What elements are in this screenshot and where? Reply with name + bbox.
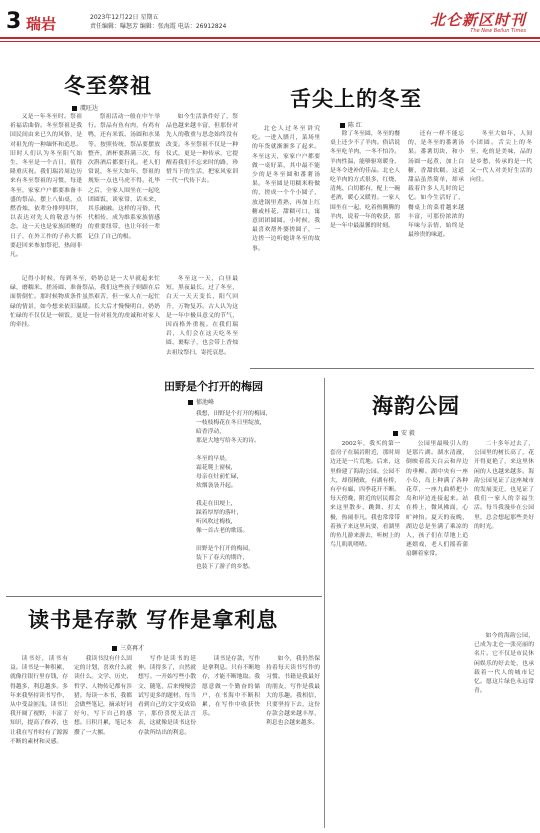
author: 虞旺达	[80, 105, 99, 112]
article-title-winter-solstice-taste: 舌尖上的冬至	[290, 87, 422, 111]
byline-marker-icon	[393, 431, 398, 436]
article-title-sea-park: 海韵公园	[372, 394, 460, 418]
page-number: 3	[6, 9, 22, 34]
article-column: 还有一样不能忘的，是冬至的番薯汤果。番薯切块，和小汤圆一起煮，加上白糖，香甜软糯。这道甜品虽然简单，却承载着许多人儿时的记忆。如今生活好了，餐桌上的菜肴越来越丰富，可那份浓浓的年味与亲情，始终是最珍贵的味道。	[408, 131, 464, 239]
column-divider	[324, 378, 325, 828]
author: 安 毅	[401, 430, 415, 437]
article-column: 除了冬至圆，冬至的餐桌上还少不了羊肉。俗话说冬至吃羊肉，一冬不怕冷。羊肉性温，能够驱寒暖身，是冬令进补的佳品。北仑人吃羊肉的方式很多，红烧、清炖、白切都有，配上一碗老酒，暖心又暖胃。一家人围坐在一起，吃着热腾腾的羊肉，说着一年的收获，那是一年中最温馨的时刻。	[330, 131, 400, 230]
poem-line: 听风吹过梅枝，	[196, 519, 237, 525]
byline-sea-park	[393, 428, 415, 437]
poem-line: 一枝枝梅花在冬日里绽放，	[196, 420, 266, 426]
poem-line: 炊烟袅袅升起。	[196, 483, 237, 489]
byline-marker-icon	[340, 123, 345, 128]
poem-line: 那是大地写给冬天的诗。	[196, 438, 260, 444]
section-divider	[250, 368, 534, 369]
editor-line: 责任编辑：曝怒芳 编辑：张海霞 电话：26912824	[90, 23, 227, 30]
article-title-reading-saving: 读书是存款 写作是拿利息	[28, 608, 279, 632]
author: 三莫再才	[120, 645, 145, 652]
poem-line: 踩着厚厚的落叶，	[196, 510, 243, 516]
poem-line: 像一首古老的歌谣。	[196, 528, 249, 534]
poem-line: 装下了春天的期许，	[196, 555, 249, 561]
poem-line: 霜花爬上窗棂，	[196, 465, 237, 471]
poem-line: 田野是个打开的梅园，	[196, 546, 254, 552]
poem-line: 冬至的早晨，	[196, 456, 231, 462]
author: 陈 红	[348, 122, 362, 129]
newspaper-english-name: The New Beilun Times	[470, 28, 526, 34]
poem-title: 田野是个打开的梅园	[164, 380, 263, 393]
article-column: 如今生活条件好了，祭品也越来越丰富，但那份对先人的敬重与思念始终没有改变。冬至祭祖不仅是一种仪式，更是一种传承，它提醒着我们不忘来时的路，珍惜当下的生活，把家风家训一代一代传下去。	[166, 114, 238, 185]
article-column: 2002年，我买的第一套房子在瑞岩附近，那时周边还是一片荒地。后来，这里修建了海韵公园。公园不大，却很精致，有湖有桥，有亭有廊，四季花开不断。每天傍晚，附近的居民都会来这里散步、跳舞、打太极，热闹非凡。我也常常带着孩子来这里玩耍，看湖里的鱼儿游来游去，听树上的鸟儿叽叽喳喳。	[330, 441, 400, 549]
article-column: 读书好，读书有益。读书是一种积累，就像往银行里存钱，存得越多，利息越多。多年来我坚持读书写作，从中受益匪浅。读书让我开阔了视野，丰富了知识，提高了修养，也让我在写作时有了源源不断的素材和灵感。	[10, 656, 68, 745]
poem-lines	[196, 410, 324, 572]
article-column: 公园里最吸引人的是那片湖。湖水清澈，倒映着蓝天白云和岸边的垂柳。湖中央有一座小岛，岛上种满了各种花草，一座九曲桥把小岛和岸边连接起来。站在桥上，微风拂面，心旷神怡。夏天的夜晚，湖边总是坐满了乘凉的人，孩子们在草地上追逐嬉戏，老人们摇着蒲扇聊着家常。	[406, 441, 468, 558]
section-divider	[6, 596, 322, 597]
masthead-rule	[0, 37, 540, 39]
poem-line: 也装下了游子的乡愁。	[196, 564, 254, 570]
byline-reading	[112, 643, 144, 652]
masthead-rule-thin	[0, 41, 540, 42]
author: 郁池峰	[196, 399, 215, 406]
poem-line: 母亲在灶前忙碌，	[196, 474, 243, 480]
article-column: 二十多年过去了，公园里的树长高了，花开得更艳了，来这里休闲的人也越来越多。海韵公园见证了这座城市的发展变迁，也见证了我们一家人的幸福生活。每当我漫步在公园里，总会想起那些美好的时光。	[474, 441, 534, 530]
issue-date: 2023年12月22日 星期五	[90, 14, 159, 21]
newspaper-logo: 北仑新区时刊	[429, 11, 526, 29]
poem-line: 暗香浮动，	[196, 429, 225, 435]
article-title-winter-solstice-ancestors: 冬至祭祖	[64, 74, 152, 98]
byline-poem	[188, 397, 214, 406]
poem-line	[196, 446, 324, 455]
article-column: 记得小时候，每到冬至，奶奶总是一大早就起来忙碌，磨糯米、搓汤圆、准备祭品，我们这些孩子则跟在后面帮倒忙。那时候物质条件虽然艰苦，但一家人在一起忙碌的情景，如今想来依旧温暖。长大后才慢慢明白，奶奶忙碌的不仅仅是一顿饭，更是一份对祖先的虔诚和对家人的牵挂。	[10, 276, 160, 329]
byline-taste	[340, 120, 362, 129]
poem-line	[196, 536, 324, 545]
poem-line	[196, 491, 324, 500]
article-column: 冬至这一天，白昼最短，黑夜最长。过了冬至，白天一天天变长，阳气回升，万物复苏。古人认为这是一年中极具意义的节气，因而格外重视。在我们瑞岩，人们会在这天吃冬至圆、裹粽子，也会带上香烛去祖坟祭扫，寄托哀思。	[166, 276, 238, 356]
poem-line: 我想，田野是个打开的梅园，	[196, 411, 272, 417]
byline-marker-icon	[188, 400, 193, 405]
article-column: 写作是读书的延伸。读得多了，自然就想写。一开始写些小散文、随笔，后来慢慢尝试写更多的题材。每当看到自己的文字变成铅字，那份喜悦无法言表，这就像是读书这份存款所结出的利息。	[138, 656, 196, 736]
byline-marker-icon	[112, 646, 117, 651]
section-name: 瑞岩	[26, 15, 57, 33]
byline-ancestors	[72, 103, 98, 112]
poem-line: 我走在田埂上，	[196, 501, 237, 507]
article-column: 北仑人过冬至讲究吃。一进入腊月，菜场里的年货就渐渐多了起来。冬至这天，家家户户都要做一桌好菜，其中最不能少的是冬至圆和番薯汤果。冬至圆是用糯米粉做的，搓成一个个小圆子，放进锅里煮熟，再加上红糖或桂花，甜糯可口，寓意团团圆圆。小时候，我最喜欢帮外婆搓圆子，一边搓一边听她讲冬至的故事。	[252, 126, 320, 252]
byline-marker-icon	[72, 106, 77, 111]
article-column: 祭祖活动一般在中午举行。祭品有鱼有肉，有鸡有鸭，还有米饭、汤圆和水果等。按照传统，祭品要摆放整齐，酒杯要斟满三次，每次斟酒后都要行礼。老人们常说，冬至大如年，祭祖的规矩一点也马虎不得。礼毕之后，全家人围坐在一起吃团圆饭，谈家常，话未来，其乐融融。这样的习俗，代代相传，成为维系家族情感的重要纽带，也让年轻一辈记住了自己的根。	[88, 114, 160, 240]
poem-body	[196, 410, 324, 590]
article-column: 读书是存款，写作是拿利息。只有不断地存，才能不断地取。我愿意做一个勤奋的储户，在书海中不断积累，在写作中收获快乐。	[202, 656, 260, 718]
article-column: 又是一年冬至时。祭祖祈福话曲俗。冬至祭祖是我国民间由来已久的风俗，是对祖先的一种缅怀和追思。旧时人们认为冬至阳气始生，冬至是一个吉日，值得隆重庆祝。我们瑞岩周边历来有冬至祭祖的习惯，每逢冬至，家家户户都要准备丰盛的祭品，摆上八仙桌，点燃香烛，依辈分排列叩拜，以表达对先人的敬意与怀念。这一天也是家族团聚的日子，在外工作的子孙大都要赶回来参加祭祀，热闹非凡。	[10, 114, 82, 259]
article-column: 如今，我仍然保持着每天读书写作的习惯。书籍是我最好的朋友，写作是我最大的乐趣。我相信，只要坚持下去，这份存款会越来越丰厚，利息也会越来越多。	[266, 656, 320, 727]
article-column: 如今的海韵公园，已成为北仑一张亮丽的名片。它不仅是市民休闲娱乐的好去处，也承载着一代人的城市记忆。愿这片绿色永远常青。	[474, 633, 534, 695]
article-column: 冬至大如年，人间小团圆。舌尖上的冬至，吃的是美味，品的是乡愁，传承的是一代又一代人对美好生活的向往。	[470, 131, 532, 184]
article-column: 我读书没有什么固定的计划，喜欢什么就读什么。文学、历史、哲学、人物传记都有涉猎。每读一本书，我都会做些笔记，摘录好词好句，写下自己的感想。日积月累，笔记本攒了一大摞。	[74, 656, 132, 736]
